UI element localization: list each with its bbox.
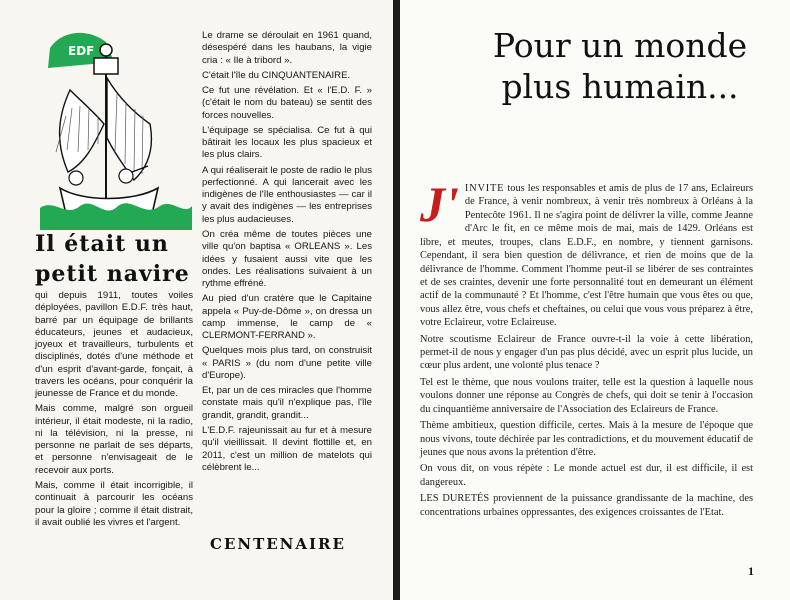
story-paragraph: Ce fut une révélation. Et « l'E.D. F. » (c'était le nom du bateau) se sentit des forces nouvelles.: [202, 85, 372, 121]
left-page-title: [35, 230, 205, 289]
story-paragraph: Quelques mois plus tard, on construisit « PARIS » (du nom d'une petite ville d'Europe).: [202, 345, 372, 381]
story-column-left: [35, 290, 193, 532]
title-line-1: Il était un: [35, 231, 169, 257]
centenaire-heading: CENTENAIRE: [210, 535, 346, 553]
opening-word: INVITE: [464, 183, 505, 194]
editorial-opening: [420, 176, 753, 330]
editorial-paragraph: Notre scoutisme Eclaireur de France ouvre-t-il la voie à cette libération, permet-il de nous y engager d'un pas plus décidé, avec un esprit plus lucide, un cœur plus ardent, une volonté plus tenace ?: [420, 333, 753, 372]
crew-member-right: [119, 169, 133, 183]
left-page: [0, 0, 393, 600]
story-paragraph: L'E.D.F. rajeunissait au fur et à mesure qu'il vieillissait. Il devint flottille et, en 2011, c'est un million de matelots qui célèbrent le...: [202, 424, 372, 473]
ship-illustration: [22, 20, 202, 230]
right-page-title: [470, 25, 770, 108]
editorial-paragraph: LES DURETÉS proviennent de la puissance grandissante de la machine, des concentrations urbaines oppressantes, des exigences croissantes de l'Etat.: [420, 493, 753, 518]
story-paragraph: C'était l'île du CINQUANTENAIRE.: [202, 69, 351, 81]
story-paragraph: On créa même de toutes pièces une ville qu'on baptisa « ORLEANS ». Les idées y fusaient aussi vite que les ondes. Les réalisations suivaient à un rythme effréné.: [202, 228, 372, 290]
right-title-line-1: Pour un monde: [492, 26, 748, 65]
ship-drawing: [22, 20, 202, 230]
story-paragraph: Et, par un de ces miracles que l'homme constate mais qu'il n'explique pas, l'île grandit, grandit, grandit...: [202, 385, 372, 421]
crew-member-left: [69, 171, 83, 185]
editorial-text: [420, 176, 753, 522]
story-paragraph: Mais, comme il était incorrigible, il continuait à parcourir les océans pour la gloire ; comme il était distrait, il avait oublié les vivres et l'argent.: [35, 479, 193, 528]
story-paragraph: Au pied d'un cratère que le Capitaine appela « Puy-de-Dôme », on dressa un camp immense, le camp de « CLERMONT-FERRAND ».: [202, 293, 372, 342]
editorial-paragraph: On vous dit, on vous répète : Le monde actuel est dur, il est difficile, il est dangereux.: [420, 463, 753, 488]
story-paragraph: L'équipage se spécialisa. Ce fut à qui bâtirait les locaux les plus spacieux et les plus clairs.: [202, 124, 372, 161]
flag-emblem: EDF: [68, 44, 95, 58]
opening-paragraph: tous les responsables et amis de plus de 17 ans, Eclaireurs de France, à venir nombreux, à venir très nombreux à Orléans à la Pentecôte 1961. Il ne s'agira point de délivrer la ville, comme Jeanne d'Arc le fit, en ce même mois de mai, mais de 1429. Orléans est libre, et meutes, troupes, clans E.D.F., en nombre, y tiennent garnisons. Cependant, il sera bien question de délivrance, et rien de moins que de la délivrance de l'homme. Comment l'homme peut-il se libérer de ses contraintes et de ses craintes, devenir une forte personnalité tout en demeurant un élément actif de la communauté ? Et l'homme, c'est l'être humain que vous êtes ou que, vous allez être, vous chefs et cheftaines, ou celui que vous vous préparez à être, votre Eclaireur, votre Eclaireuse.: [420, 183, 753, 329]
book-gutter: [393, 0, 400, 600]
right-page: [400, 0, 790, 600]
right-sail: [107, 78, 151, 180]
editorial-paragraph: Tel est le thème, que nous voulons traiter, telle est la question à laquelle nous voulons donner une réponse au Congrès de chefs, qui doit se tenir à l'occasion du cinquantième anniversaire de l'Association des Eclaireurs de France.: [420, 376, 753, 415]
editorial-paragraph: Thème ambitieux, question difficile, certes. Mais à la mesure de l'époque que nous vivons, toute déchirée par les contradictions, et du mouvement éducatif de jeunes que nous avons la prétention d'être.: [420, 420, 753, 459]
lookout-head: [100, 44, 112, 56]
crows-nest: [94, 58, 118, 74]
story-paragraph: qui depuis 1911, toutes voiles déployées, pavillon E.D.F. très haut, barré par un équipage de brillants éducateurs, jeunes et audacieux, joyeux et travailleurs, turbulents et disciplinés, dotés d'une méthode et d'un esprit d'avant-garde, fonçait, à travers les océans, pour conquérir la jeunesse de France et du monde.: [35, 290, 193, 400]
story-paragraph: Mais comme, malgré son orgueil intérieur, il était modeste, ni la radio, ni la télévision, ni la presse, ni personne ne parlait de ses départs, et personne n'envisageait de le recevoir aux ports.: [35, 403, 193, 476]
drop-cap: J': [420, 176, 459, 232]
story-column-right: [202, 30, 372, 477]
story-paragraph: A qui réaliserait le poste de radio le plus perfectionné. A qui lancerait avec les indigènes de l'île enthousiastes — car il y avait des indigènes — les entreprises les plus audacieuses.: [202, 164, 372, 225]
page-number: 1: [748, 564, 754, 578]
story-paragraph: Le drame se déroulait en 1961 quand, désespéré dans les haubans, la vigie cria : « Ile à tribord ».: [202, 30, 372, 66]
right-title-line-2: plus humain...: [501, 67, 739, 107]
left-sail: [60, 90, 104, 172]
title-line-2: petit navire: [35, 260, 190, 287]
